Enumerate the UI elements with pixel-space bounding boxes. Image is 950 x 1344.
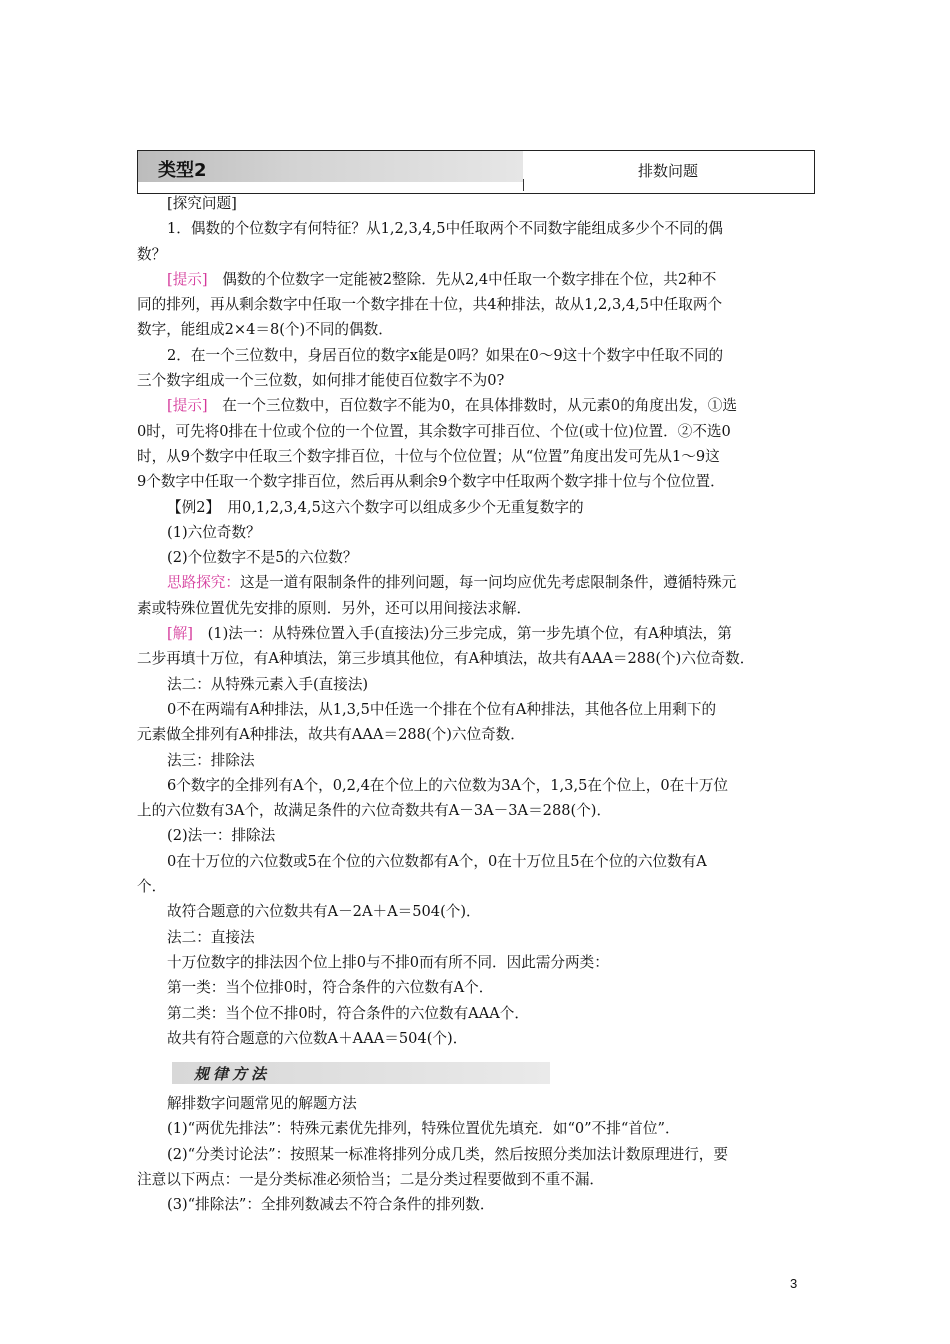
text-line: 2．在一个三位数中，身居百位的数字x能是0吗？如果在0～9这十个数字中任取不同的 [167, 346, 724, 364]
section-header [137, 150, 815, 194]
think-label: 思路探究： [167, 574, 240, 592]
text-line: 法二：直接法 [167, 928, 255, 946]
text-line: 上的六位数有3A个，故满足条件的六位奇数共有A－3A－3A＝288(个)． [137, 802, 612, 820]
hint-label: [提示] [167, 270, 208, 288]
text-line: 法二：从特殊元素入手(直接法) [167, 675, 369, 693]
text-line: 第二类：当个位不排0时，符合条件的六位数有AAA个． [167, 1004, 529, 1022]
text-line: 0不在两端有A种排法，从1,3,5中任选一个排在个位有A种排法，其他各位上用剩下的 [167, 700, 717, 718]
text-line: [提示] 偶数的个位数字一定能被2整除．先从2,4中任取一个数字排在个位，共2种不 [167, 270, 717, 288]
rule-method-bar [172, 1062, 550, 1084]
text-line: (1)六位奇数？ [167, 523, 261, 541]
hint-label: [提示] [167, 397, 208, 415]
text-line: 故共有符合题意的六位数A＋AAA＝504(个)． [167, 1029, 468, 1047]
text-line: (2)个位数字不是5的六位数？ [167, 549, 358, 567]
divider [523, 179, 524, 191]
text-line: 6个数字的全排列有A个，0,2,4在个位上的六位数为3A个，1,3,5在个位上，0在十万位 [167, 776, 729, 794]
text-line: 元素做全排列有A种排法，故共有AAA＝288(个)六位奇数． [137, 726, 525, 744]
type-label: 类型2 [158, 160, 207, 181]
main-text [137, 191, 815, 1051]
solution-label: [解] [167, 625, 193, 643]
text-line: 注意以下两点：一是分类标准必须恰当；二是分类过程要做到不重不漏． [137, 1170, 605, 1188]
text-line: (2)法一：排除法 [167, 827, 276, 845]
text-line: 二步再填十万位，有A种填法，第三步填其他位，有A种填法，故共有AAA＝288(个)六位奇数． [137, 650, 755, 668]
page-number: 3 [790, 1276, 798, 1291]
text-line: [提示] 在一个三位数中，百位数字不能为0，在具体排数时，从元素0的角度出发，①选 [167, 397, 737, 415]
text-line: 时，从9个数字中任取三个数字排百位，十位与个位位置；从“位置”角度出发可先从1～9这 [137, 447, 720, 465]
text-line: 1．偶数的个位数字有何特征？从1,2,3,4,5中任取两个不同数字能组成多少个不同的偶 [167, 220, 723, 238]
text-line: [解] (1)法一：从特殊位置入手(直接法)分三步完成，第一步先填个位，有A种填法，第 [167, 625, 732, 643]
text-line: 0在十万位的六位数或5在个位的六位数都有A个，0在十万位且5在个位的六位数有A [167, 852, 707, 870]
text-line: [探究问题] [167, 195, 237, 212]
text-line: 三个数字组成一个三位数，如何排才能使百位数字不为0? [137, 372, 505, 390]
text-line: 9个数字中任取一个数字排百位，然后再从剩余9个数字中任取两个数字排十位与个位位置． [137, 473, 725, 491]
text-line: 十万位数字的排法因个位上排0与不排0而有所不同．因此需分两类： [167, 953, 609, 971]
text-line: 0时，可先将0排在十位或个位的一个位置，其余数字可排百位、个位(或十位)位置．②不选0 [137, 422, 731, 440]
rule-method-label: 规律方法 [194, 1065, 271, 1083]
rule-text [137, 1091, 815, 1217]
text-line: 个． [137, 878, 167, 896]
text-line: (3)“排除法”：全排列数减去不符合条件的排列数． [167, 1196, 495, 1214]
text-line: 同的排列，再从剩余数字中任取一个数字排在十位，共4种排法，故从1,2,3,4,5中任取两个 [137, 296, 723, 314]
text-line: 故符合题意的六位数共有A－2A＋A＝504(个)． [167, 903, 481, 921]
text-line: 解排数字问题常见的解题方法 [167, 1095, 357, 1112]
text-line: 数？ [137, 245, 167, 263]
text-line: 第一类：当个位排0时，符合条件的六位数有A个． [167, 979, 494, 997]
section-title: 排数问题 [638, 162, 699, 180]
text-line: (2)“分类讨论法”：按照某一标准将排列分成几类，然后按照分类加法计数原理进行，要 [167, 1145, 728, 1163]
text-line: (1)“两优先排法”：特殊元素优先排列，特殊位置优先填充．如“0”不排“首位”． [167, 1120, 680, 1138]
example-heading: 【例2】 用0,1,2,3,4,5这六个数字可以组成多少个无重复数字的 [167, 498, 584, 516]
text-line: 法三：排除法 [167, 751, 255, 769]
type-tab [138, 151, 523, 182]
text-line: 素或特殊位置优先安排的原则．另外，还可以用间接法求解． [137, 599, 532, 617]
text-line: 思路探究：这是一道有限制条件的排列问题，每一问均应优先考虑限制条件，遵循特殊元 [167, 574, 737, 592]
text-line: 数字，能组成2×4＝8(个)不同的偶数． [137, 321, 393, 339]
